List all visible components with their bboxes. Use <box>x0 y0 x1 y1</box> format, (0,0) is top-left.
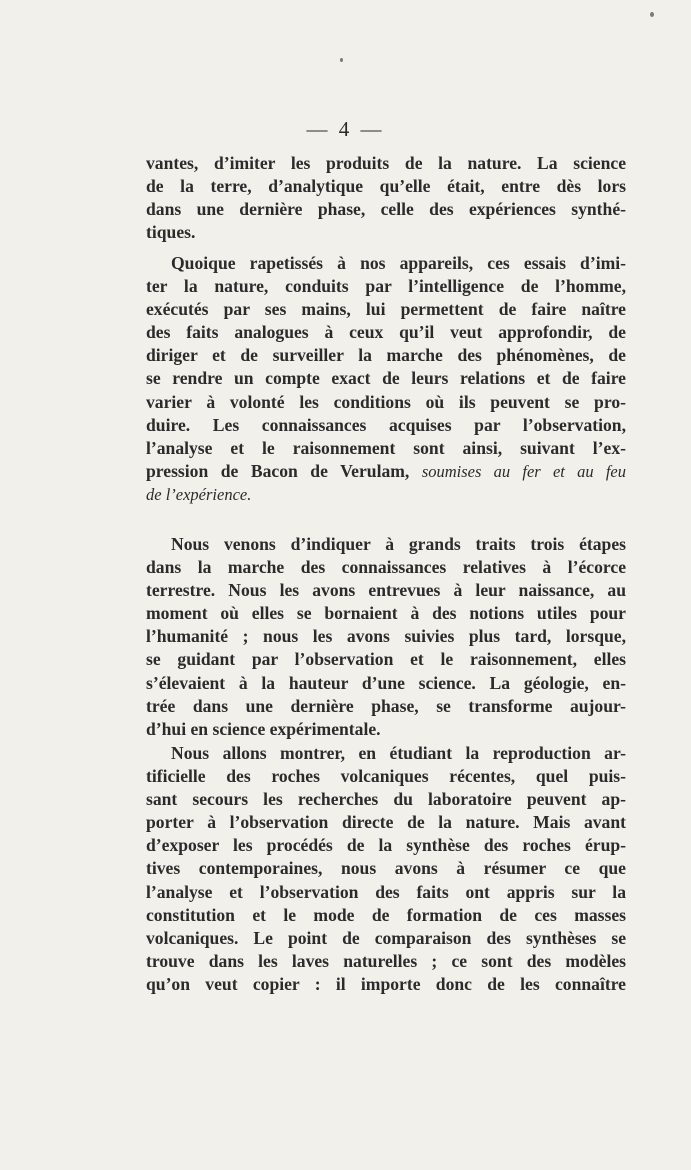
paragraph-1 <box>146 152 626 244</box>
text-line: constitution et le mode de formation de ces masses <box>146 904 626 925</box>
text-line: des faits analogues à ceux qu’il veut approfondir, de <box>146 322 626 343</box>
text-line: pression de Bacon de Verulam, <box>146 460 410 481</box>
text-line: d’hui en science expérimentale. <box>146 718 381 739</box>
paragraph-2 <box>146 252 626 506</box>
text-line: sant secours les recherches du laboratoire peuvent ap- <box>146 789 626 810</box>
text-line: tificielle des roches volcaniques récentes, quel puis- <box>146 766 626 787</box>
paragraph-3 <box>146 533 626 741</box>
text-line-with-italic <box>146 460 626 483</box>
page-number: — 4 — <box>306 117 385 141</box>
text-line: de la terre, d’analytique qu’elle était, entre dès lors <box>146 176 626 197</box>
text-line: volcaniques. Le point de comparaison des synthèses se <box>146 927 626 948</box>
paragraph-4 <box>146 742 626 996</box>
text-line: diriger et de surveiller la marche des phénomènes, de <box>146 345 626 366</box>
italic-quote-end: de l’expérience. <box>146 484 252 504</box>
text-line: qu’on veut copier : il importe donc de les connaître <box>146 973 626 994</box>
text-line: l’analyse et le raisonnement sont ainsi, suivant l’ex- <box>146 437 626 458</box>
text-line: exécutés par ses mains, lui permettent de faire naître <box>146 299 626 320</box>
text-line: trée dans une dernière phase, se transforme aujour- <box>146 695 626 716</box>
text-line: dans la marche des connaissances relatives à l’écorce <box>146 557 626 578</box>
text-line: d’exposer les procédés de la synthèse des roches érup- <box>146 835 626 856</box>
scan-speck <box>340 58 343 62</box>
text-line: se guidant par l’observation et le raisonnement, elles <box>146 649 626 670</box>
scan-speck <box>650 12 654 17</box>
text-line: dans une dernière phase, celle des expériences synthé- <box>146 199 626 220</box>
text-line: duire. Les connaissances acquises par l’observation, <box>146 414 626 435</box>
text-line: Quoique rapetissés à nos appareils, ces essais d’imi- <box>171 253 626 273</box>
text-line: se rendre un compte exact de leurs relations et de faire <box>146 368 626 389</box>
text-line: l’humanité ; nous les avons suivies plus tard, lorsque, <box>146 626 626 647</box>
text-line: trouve dans les laves naturelles ; ce sont des modèles <box>146 950 626 971</box>
text-line: Nous allons montrer, en étudiant la reproduction ar- <box>171 743 626 763</box>
italic-quote: soumises au fer et au feu <box>421 461 626 481</box>
text-line <box>146 483 626 506</box>
text-line: porter à l’observation directe de la nature. Mais avant <box>146 812 626 833</box>
text-line: s’élevaient à la hauteur d’une science. La géologie, en- <box>146 672 626 693</box>
text-line: varier à volonté les conditions où ils peuvent se pro- <box>146 391 626 412</box>
text-line: vantes, d’imiter les produits de la nature. La science <box>146 153 626 173</box>
text-line: moment où elles se bornaient à des notions utiles pour <box>146 603 626 624</box>
text-line: terrestre. Nous les avons entrevues à leur naissance, au <box>146 580 626 601</box>
text-line: l’analyse et l’observation des faits ont appris sur la <box>146 881 626 902</box>
text-line: tives contemporaines, nous avons à résumer ce que <box>146 858 626 879</box>
text-line: ter la nature, conduits par l’intelligence de l’homme, <box>146 276 626 297</box>
text-line: tiques. <box>146 222 196 243</box>
text-line: Nous venons d’indiquer à grands traits trois étapes <box>171 534 626 554</box>
